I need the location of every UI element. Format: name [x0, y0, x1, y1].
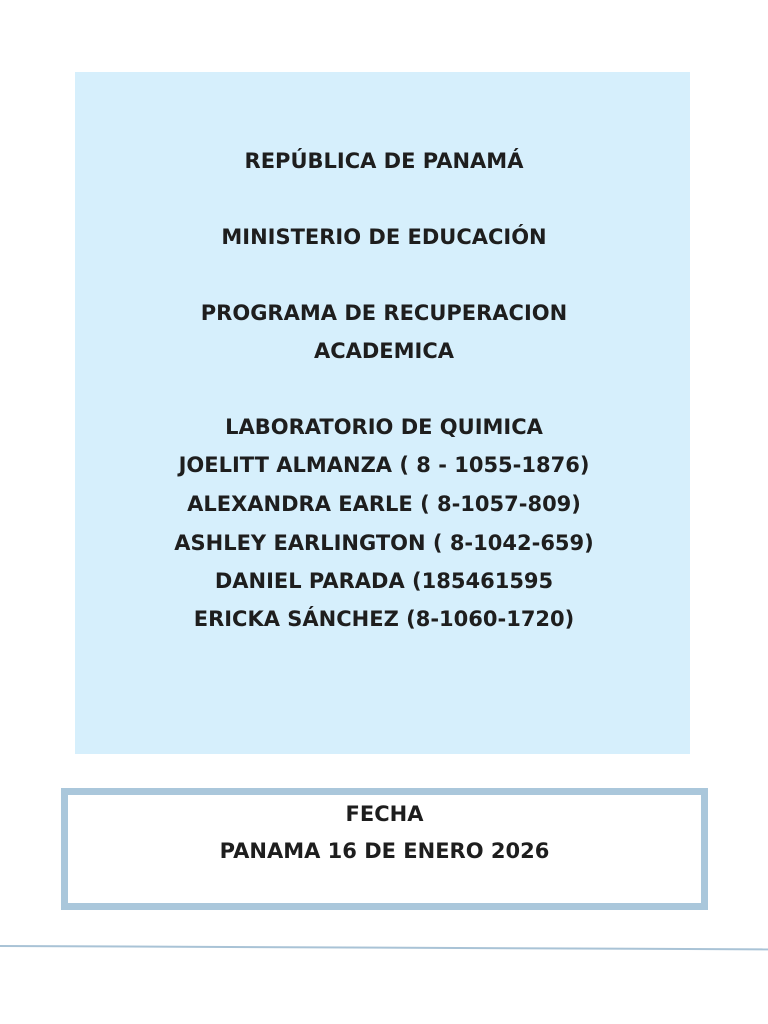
ministry-title: MINISTERIO DE EDUCACIÓN	[221, 225, 547, 249]
date-value: PANAMA 16 DE ENERO 2026	[219, 839, 550, 863]
date-box	[61, 788, 708, 910]
student-name: ASHLEY EARLINGTON ( 8-1042-659)	[174, 531, 594, 555]
bottom-divider	[0, 945, 768, 950]
subject-title: LABORATORIO DE QUIMICA	[225, 415, 543, 439]
program-title-line2: ACADEMICA	[313, 339, 455, 363]
program-title-line1: PROGRAMA DE RECUPERACION	[200, 301, 568, 325]
student-name: ALEXANDRA EARLE ( 8-1057-809)	[187, 492, 581, 516]
student-name: ERICKA SÁNCHEZ (8-1060-1720)	[193, 607, 575, 631]
country-title: REPÚBLICA DE PANAMÁ	[244, 149, 524, 173]
student-name: DANIEL PARADA (185461595	[214, 569, 554, 593]
date-label: FECHA	[345, 802, 424, 826]
student-name: JOELITT ALMANZA ( 8 - 1055-1876)	[178, 453, 590, 477]
